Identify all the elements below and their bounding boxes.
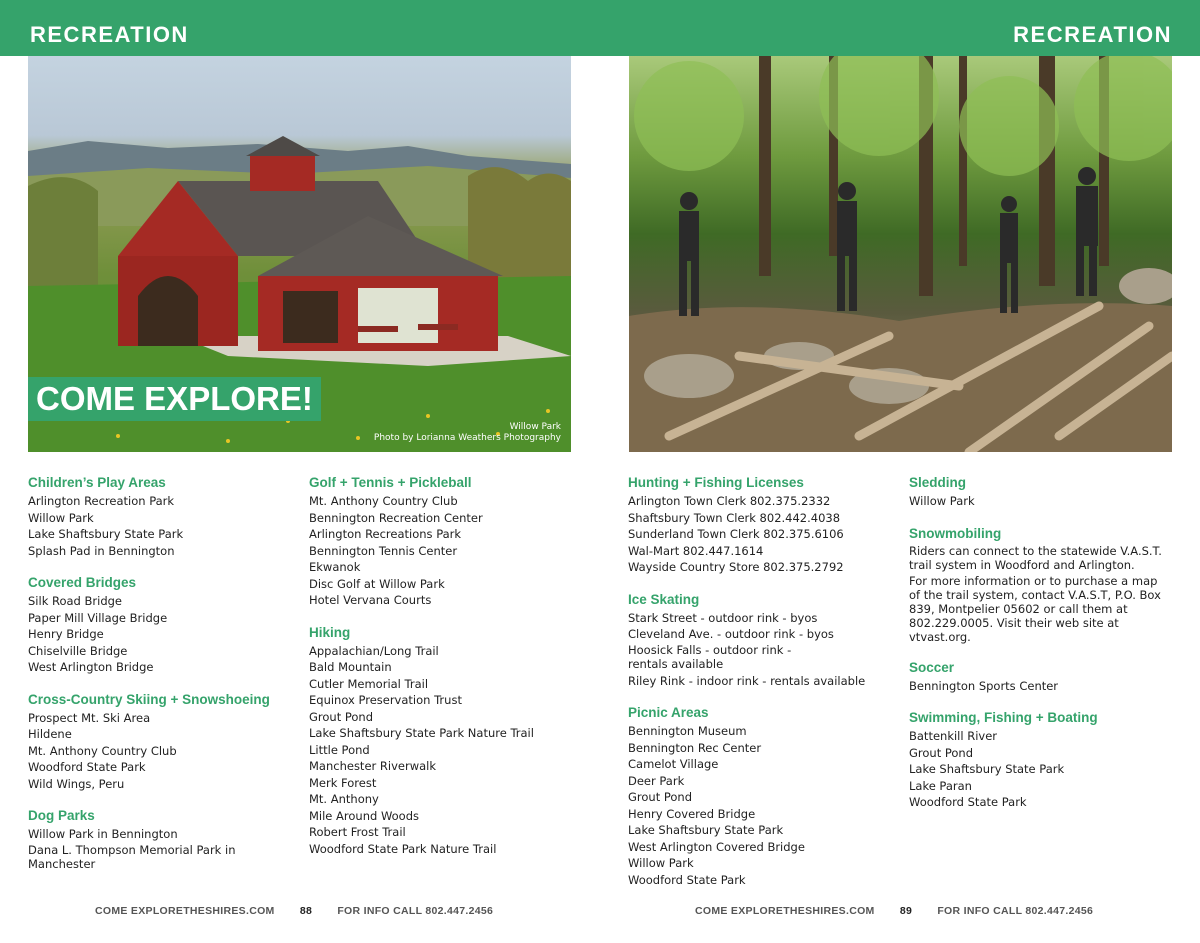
section-soccer bbox=[909, 660, 1179, 695]
section-heading: Snowmobiling bbox=[909, 525, 1002, 541]
list-item: Riley Rink - indoor rink - rentals available bbox=[628, 673, 866, 688]
list-item: West Arlington Covered Bridge bbox=[628, 839, 805, 854]
info-paragraph: Riders can connect to the statewide V.A.S.T. trail system in Woodford and Arlington. bbox=[909, 543, 1162, 572]
list-item: Wild Wings, Peru bbox=[28, 776, 125, 791]
list-item: Lake Shaftsbury State Park bbox=[909, 762, 1065, 776]
list-item: Willow Park bbox=[28, 510, 94, 525]
listing-column-2 bbox=[309, 475, 579, 873]
photo-credit bbox=[374, 422, 561, 444]
footer-phone: FOR INFO CALL 802.447.2456 bbox=[337, 905, 494, 917]
list-item: Arlington Town Clerk 802.375.2332 bbox=[628, 494, 831, 508]
section-picnic-areas bbox=[628, 705, 898, 888]
list-item: Mt. Anthony Country Club bbox=[309, 494, 458, 508]
list-item: Henry Covered Bridge bbox=[628, 806, 756, 821]
footer-website: COME EXPLORETHESHIRES.COM bbox=[695, 905, 875, 917]
list-item: Mt. Anthony Country Club bbox=[28, 743, 177, 758]
section-cross-country-skiing bbox=[28, 692, 298, 793]
section-heading: Soccer bbox=[909, 659, 955, 675]
list-item: Appalachian/Long Trail bbox=[309, 643, 439, 658]
section-heading: Golf + Tennis + Pickleball bbox=[309, 475, 472, 490]
section-heading: Cross-Country Skiing + Snowshoeing bbox=[28, 691, 270, 707]
section-heading: Ice Skating bbox=[628, 591, 700, 607]
footer-phone: FOR INFO CALL 802.447.2456 bbox=[937, 905, 1094, 917]
list-item: Dana L. Thompson Memorial Park in Manchester bbox=[28, 842, 236, 871]
photo-credit-location: Willow Park bbox=[509, 422, 561, 432]
list-item: Deer Park bbox=[628, 773, 685, 788]
list-item: Chiselville Bridge bbox=[28, 643, 128, 658]
list-item: Wayside Country Store 802.375.2792 bbox=[628, 560, 844, 574]
section-dog-parks bbox=[28, 808, 298, 871]
list-item: Bennington Recreation Center bbox=[309, 510, 483, 525]
hikers-forest-photo bbox=[629, 56, 1172, 452]
list-item: Hildene bbox=[28, 727, 72, 741]
list-item: Grout Pond bbox=[628, 790, 693, 804]
list-item: Camelot Village bbox=[628, 757, 719, 771]
list-item: Bennington Sports Center bbox=[909, 678, 1059, 693]
list-item: Woodford State Park Nature Trail bbox=[309, 841, 497, 856]
section-heading: Sledding bbox=[909, 475, 966, 490]
section-sledding bbox=[909, 475, 1179, 510]
page-title-left: RECREATION bbox=[30, 22, 189, 47]
list-item: West Arlington Bridge bbox=[28, 660, 154, 674]
list-item: Lake Paran bbox=[909, 778, 972, 793]
list-item: Willow Park in Bennington bbox=[28, 827, 178, 841]
list-item: Hoosick Falls - outdoor rink - rentals available bbox=[628, 642, 792, 671]
section-heading: Hunting + Fishing Licenses bbox=[628, 475, 804, 490]
section-heading: Covered Bridges bbox=[28, 575, 137, 590]
page-number: 88 bbox=[299, 905, 313, 917]
list-item: Shaftsbury Town Clerk 802.442.4038 bbox=[628, 510, 841, 525]
list-item: Prospect Mt. Ski Area bbox=[28, 710, 151, 725]
section-ice-skating bbox=[628, 592, 898, 690]
list-item: Merk Forest bbox=[309, 775, 377, 790]
list-item: Silk Road Bridge bbox=[28, 594, 123, 608]
section-heading: Swimming, Fishing + Boating bbox=[909, 710, 1098, 725]
section-hiking bbox=[309, 625, 579, 858]
list-item: Mile Around Woods bbox=[309, 808, 420, 823]
section-heading: Dog Parks bbox=[28, 808, 95, 823]
list-item: Woodford State Park bbox=[28, 760, 146, 774]
list-item: Willow Park bbox=[628, 856, 694, 870]
section-heading: Children’s Play Areas bbox=[28, 475, 166, 490]
list-item: Equinox Preservation Trust bbox=[309, 693, 462, 707]
list-item: Disc Golf at Willow Park bbox=[309, 576, 445, 591]
list-item: Arlington Recreations Park bbox=[309, 527, 462, 541]
listing-column-3 bbox=[628, 475, 898, 904]
page-title-right: RECREATION bbox=[1013, 22, 1172, 47]
section-snowmobiling bbox=[909, 526, 1179, 644]
list-item: Cutler Memorial Trail bbox=[309, 676, 429, 691]
list-item: Robert Frost Trail bbox=[309, 825, 406, 839]
list-item: Sunderland Town Clerk 802.375.6106 bbox=[628, 527, 844, 541]
section-covered-bridges bbox=[28, 575, 298, 676]
page-number: 89 bbox=[899, 905, 913, 917]
come-explore-banner: COME EXPLORE! bbox=[28, 377, 321, 421]
list-item: Ekwanok bbox=[309, 560, 361, 574]
list-item: Battenkill River bbox=[909, 729, 998, 743]
list-item: Woodford State Park bbox=[628, 872, 746, 887]
footer-right bbox=[695, 905, 1093, 917]
list-item: Bennington Museum bbox=[628, 724, 747, 738]
list-item: Lake Shaftsbury State Park Nature Trail bbox=[309, 726, 534, 740]
list-item: Paper Mill Village Bridge bbox=[28, 610, 168, 625]
photo-credit-photographer: Photo by Lorianna Weathers Photography bbox=[373, 433, 561, 443]
section-childrens-play-areas bbox=[28, 475, 298, 559]
listing-column-1 bbox=[28, 475, 298, 887]
list-item: Henry Bridge bbox=[28, 627, 104, 641]
section-heading: Hiking bbox=[309, 624, 351, 640]
section-golf-tennis-pickleball bbox=[309, 475, 579, 609]
list-item: Lake Shaftsbury State Park bbox=[628, 823, 784, 837]
list-item: Arlington Recreation Park bbox=[28, 494, 175, 508]
list-item: Grout Pond bbox=[909, 745, 974, 760]
list-item: Bennington Rec Center bbox=[628, 740, 762, 755]
list-item: Little Pond bbox=[309, 742, 370, 757]
section-hunting-fishing-licenses bbox=[628, 475, 898, 576]
list-item: Bennington Tennis Center bbox=[309, 543, 458, 558]
list-item: Cleveland Ave. - outdoor rink - byos bbox=[628, 627, 834, 641]
list-item: Wal-Mart 802.447.1614 bbox=[628, 543, 764, 558]
info-paragraph: For more information or to purchase a map of the trail system, contact V.A.S.T, P.O. Box 839, Montpelier 05602 or call them at 802.229.0005. Visit their web site at vtvast.org. bbox=[909, 573, 1161, 644]
listing-column-4 bbox=[909, 475, 1179, 827]
list-item: Grout Pond bbox=[309, 709, 374, 724]
list-item: Mt. Anthony bbox=[309, 792, 379, 806]
footer-website: COME EXPLORETHESHIRES.COM bbox=[95, 905, 275, 917]
list-item: Woodford State Park bbox=[909, 795, 1027, 809]
list-item: Hotel Vervana Courts bbox=[309, 593, 432, 607]
list-item: Willow Park bbox=[909, 494, 975, 508]
list-item: Bald Mountain bbox=[309, 660, 392, 674]
section-swimming-fishing-boating bbox=[909, 710, 1179, 811]
section-heading: Picnic Areas bbox=[628, 705, 709, 720]
list-item: Manchester Riverwalk bbox=[309, 759, 437, 773]
list-item: Stark Street - outdoor rink - byos bbox=[628, 610, 818, 625]
footer-left bbox=[95, 905, 493, 917]
list-item: Lake Shaftsbury State Park bbox=[28, 527, 184, 541]
list-item: Splash Pad in Bennington bbox=[28, 543, 175, 558]
